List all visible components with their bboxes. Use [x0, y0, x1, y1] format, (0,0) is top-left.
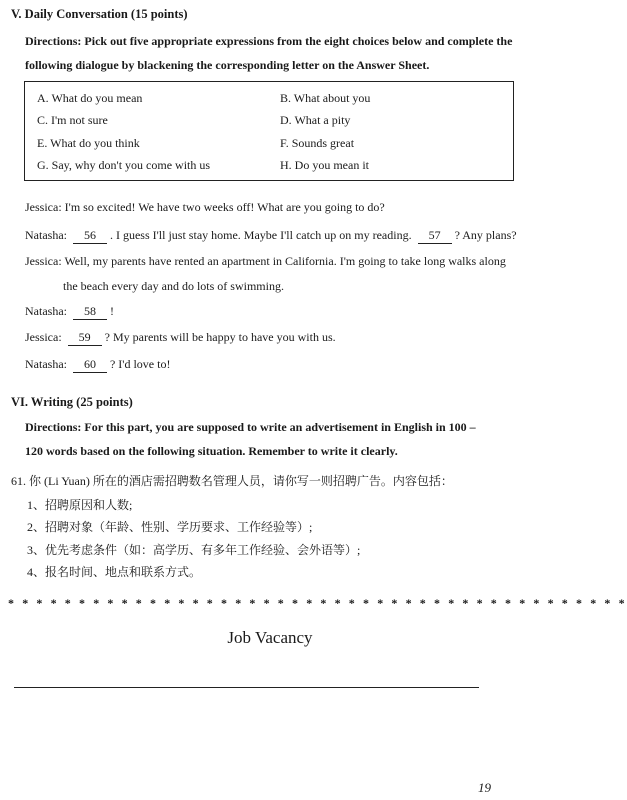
blank-57: 57 — [418, 228, 452, 244]
dialogue-text: . I guess I'll just stay home. Maybe I'll catch up on my reading. — [109, 228, 412, 242]
blank-56: 56 — [73, 228, 107, 244]
dialogue-text: ? Any plans? — [454, 228, 517, 242]
choice-g: G. Say, why don't you come with us — [37, 158, 211, 172]
choices-box — [24, 81, 514, 181]
page-number: 19 — [478, 780, 491, 795]
choice-d: D. What a pity — [280, 113, 351, 127]
speaker-natasha: Natasha: — [25, 357, 67, 371]
choice-h: H. Do you mean it — [280, 158, 369, 172]
blank-58: 58 — [73, 304, 107, 320]
section-6-title: VI. Writing (25 points) — [11, 395, 133, 409]
choice-b: B. What about you — [280, 91, 371, 105]
directions-line-1: Directions: Pick out five appropriate expressions from the eight choices below and complete the — [25, 34, 513, 48]
task-item-4: 4、报名时间、地点和联系方式。 — [27, 565, 202, 579]
dialogue-line-4: the beach every day and do lots of swimming. — [63, 279, 284, 293]
dialogue-text: ? I'd love to! — [109, 357, 171, 371]
dialogue-line-2 — [25, 228, 517, 244]
directions-line-2: 120 words based on the following situation. Remember to write it clearly. — [25, 444, 398, 458]
asterisk-separator: * * * * * * * * * * * * * * * * * * * * * * * * * * * * * * * * * * * * * * * * * * * * — [8, 596, 627, 610]
section-6-directions — [25, 415, 525, 463]
dialogue-line-5 — [25, 304, 114, 320]
dialogue-line-6 — [25, 330, 336, 346]
section-5-title: V. Daily Conversation (15 points) — [11, 7, 188, 21]
task-item-3: 3、优先考虑条件（如：高学历、有多年工作经验、会外语等）; — [27, 543, 361, 557]
dialogue-text: ! — [109, 304, 114, 318]
section-5-directions — [25, 29, 535, 77]
dialogue-line-1: Jessica: I'm so excited! We have two weeks off! What are you going to do? — [25, 200, 385, 214]
choice-a: A. What do you mean — [37, 91, 143, 105]
dialogue-line-7 — [25, 357, 170, 373]
directions-line-2: following dialogue by blackening the corresponding letter on the Answer Sheet. — [25, 58, 430, 72]
choice-c: C. I'm not sure — [37, 113, 108, 127]
dialogue-text: ? My parents will be happy to have you with us. — [104, 330, 336, 344]
choice-f: F. Sounds great — [280, 136, 355, 150]
blank-60: 60 — [73, 357, 107, 373]
answer-heading: Job Vacancy — [227, 628, 313, 647]
speaker-jessica: Jessica: — [25, 330, 62, 344]
task-item-1: 1、招聘原因和人数; — [27, 498, 133, 512]
answer-line — [14, 687, 479, 688]
speaker-natasha: Natasha: — [25, 304, 67, 318]
blank-59: 59 — [68, 330, 102, 346]
task-intro: 61. 你 (Li Yuan) 所在的酒店需招聘数名管理人员，请你写一则招聘广告。内容包括： — [11, 474, 453, 488]
speaker-natasha: Natasha: — [25, 228, 67, 242]
dialogue-line-3: Jessica: Well, my parents have rented an apartment in California. I'm going to take long walks along — [25, 254, 506, 268]
directions-line-1: Directions: For this part, you are supposed to write an advertisement in English in 100 – — [25, 420, 476, 434]
task-item-2: 2、招聘对象（年龄、性别、学历要求、工作经验等）; — [27, 520, 313, 534]
choice-e: E. What do you think — [37, 136, 140, 150]
